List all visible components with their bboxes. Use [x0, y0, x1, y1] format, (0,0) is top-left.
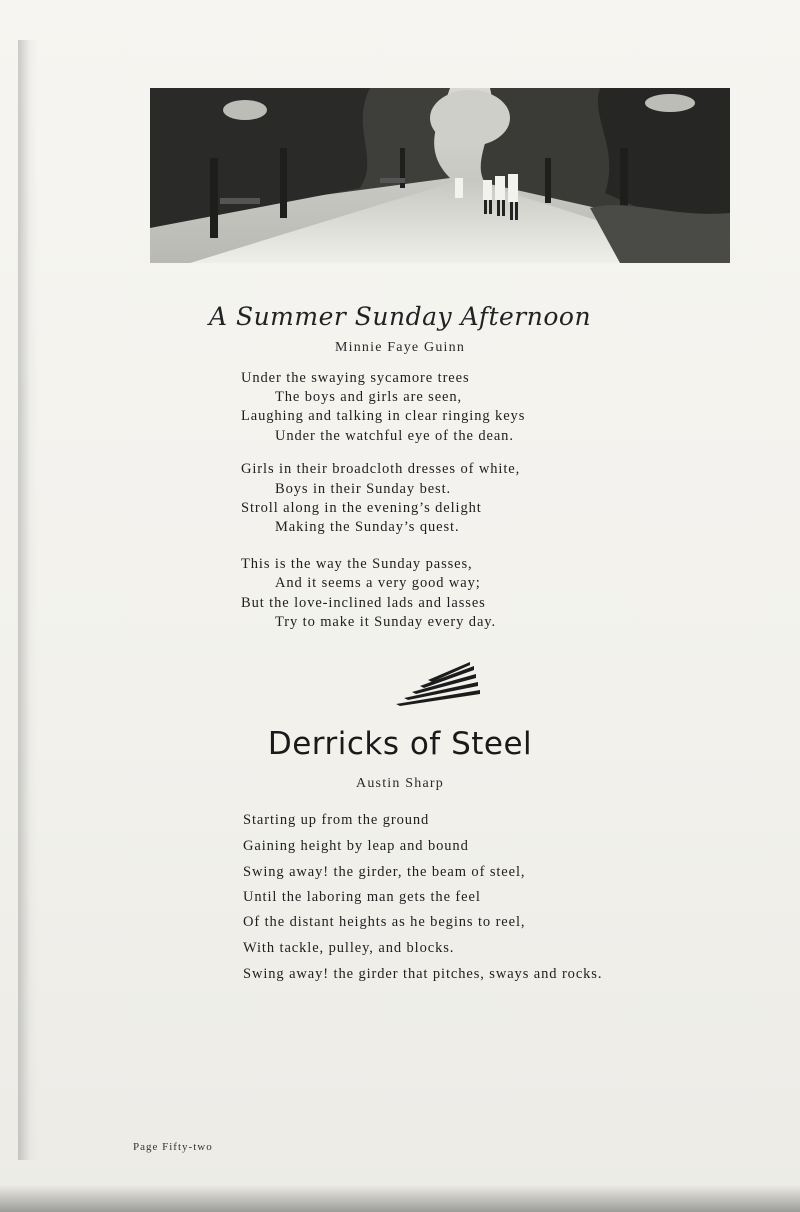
poem-line: This is the way the Sunday passes, [241, 556, 473, 572]
poem-line: Under the watchful eye of the dean. [275, 428, 514, 444]
poem-line: Stroll along in the evening’s delight [241, 500, 482, 516]
page-binding-shadow [18, 40, 38, 1160]
poem-line: Try to make it Sunday every day. [275, 614, 497, 630]
poem-title: Derricks of Steel [267, 726, 533, 762]
poem-line: Swing away! the girder that pitches, sways and rocks. [243, 966, 603, 982]
poem-line: Boys in their Sunday best. [275, 481, 452, 497]
poem-line: But the love-inclined lads and lasses [241, 595, 486, 611]
poem-line: Laughing and talking in clear ringing keys [241, 408, 526, 424]
page-number: Page Fifty-two [133, 1141, 213, 1153]
sycamore-avenue-photo [150, 88, 730, 263]
poem-line: Making the Sunday’s quest. [275, 519, 460, 535]
wing-ornament-icon [390, 660, 485, 708]
poem-line: Girls in their broadcloth dresses of white, [241, 461, 521, 477]
poem-line: Under the swaying sycamore trees [241, 370, 470, 386]
poem-line: With tackle, pulley, and blocks. [243, 940, 455, 956]
page-edge-shadow [0, 1185, 800, 1212]
poem-line: Until the laboring man gets the feel [243, 889, 481, 905]
poem-title: A Summer Sunday Afternoon [208, 302, 592, 331]
photo-illustration [150, 88, 730, 263]
poem-line: Starting up from the ground [243, 812, 430, 828]
poem-author: Austin Sharp [356, 776, 444, 791]
poem-line: The boys and girls are seen, [275, 389, 463, 405]
poem-line: And it seems a very good way; [275, 575, 481, 591]
poem-line: Of the distant heights as he begins to reel, [243, 914, 526, 930]
poem-author: Minnie Faye Guinn [334, 340, 466, 355]
poem-line: Gaining height by leap and bound [243, 838, 469, 854]
poem-line: Swing away! the girder, the beam of steel, [243, 864, 526, 880]
